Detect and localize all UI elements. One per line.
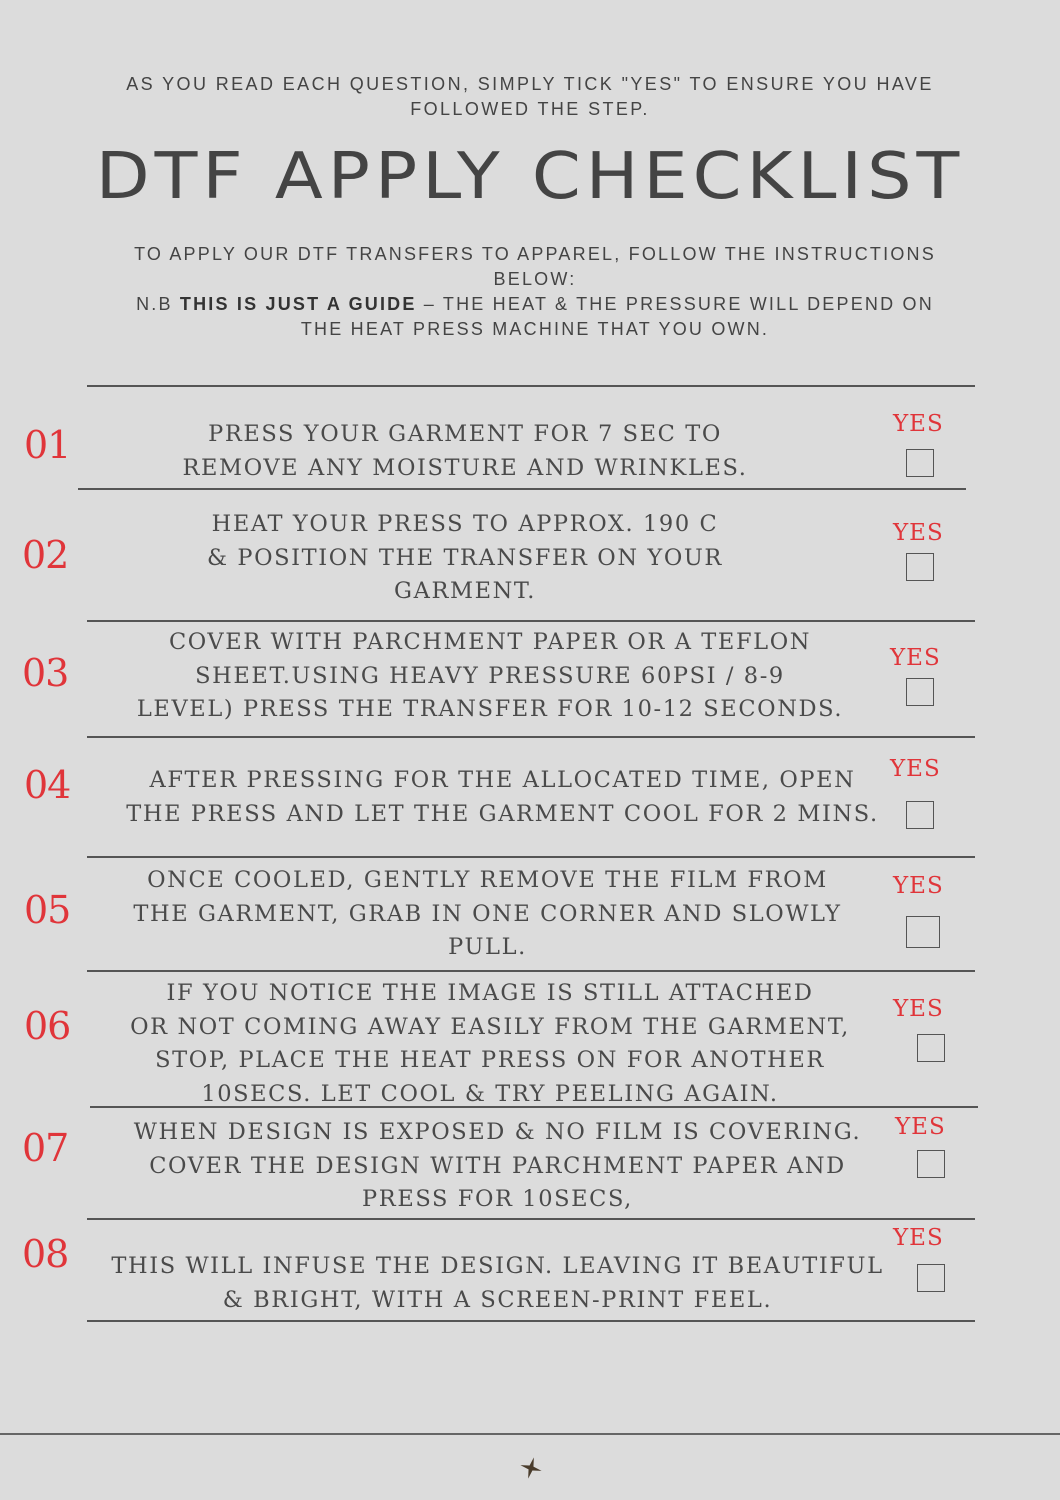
nb-rest: – THE HEAT & THE PRESSURE WILL DEPEND ON xyxy=(416,294,934,314)
instructions-line: TO APPLY OUR DTF TRANSFERS TO APPAREL, FOLLOW THE INSTRUCTIONS xyxy=(134,244,936,264)
yes-checkbox[interactable] xyxy=(906,916,940,948)
yes-checkbox[interactable] xyxy=(906,801,934,829)
step-number: 05 xyxy=(24,888,71,932)
step-text-line: HEAT YOUR PRESS TO APPROX. 190 C xyxy=(211,511,719,537)
step-text-line: GARMENT. xyxy=(394,578,536,604)
sparkle-star-icon xyxy=(518,1455,544,1481)
step-text-line: SHEET.USING HEAVY PRESSURE 60PSI / 8-9 xyxy=(195,662,785,689)
instructions-text xyxy=(85,242,985,342)
nb-note xyxy=(85,292,985,317)
step-text-line: & POSITION THE TRANSFER ON YOUR xyxy=(207,544,723,571)
yes-checkbox[interactable] xyxy=(917,1034,945,1062)
nb-bold: THIS IS JUST A GUIDE xyxy=(179,294,417,314)
step-text-line: COVER THE DESIGN WITH PARCHMENT PAPER AND xyxy=(149,1152,846,1179)
yes-label: YES xyxy=(890,645,941,671)
yes-checkbox[interactable] xyxy=(917,1150,945,1178)
intro-line: AS YOU READ EACH QUESTION, SIMPLY TICK "YES" TO ENSURE YOU HAVE xyxy=(126,74,934,94)
step-text xyxy=(95,764,910,831)
divider xyxy=(87,1320,975,1322)
step-text-line: REMOVE ANY MOISTURE AND WRINKLES. xyxy=(182,454,748,481)
step-text xyxy=(90,1250,905,1317)
yes-checkbox[interactable] xyxy=(906,449,934,477)
footer-divider xyxy=(0,1433,1060,1435)
step-text-line: & BRIGHT, WITH A SCREEN-PRINT FEEL. xyxy=(222,1286,773,1313)
nb-prefix: N.B xyxy=(136,294,180,314)
yes-label: YES xyxy=(893,1225,944,1251)
step-number: 07 xyxy=(22,1126,69,1170)
step-text-line: THE GARMENT, GRAB IN ONE CORNER AND SLOWLY xyxy=(133,900,842,927)
yes-label: YES xyxy=(893,411,944,437)
step-text-line: LEVEL) PRESS THE TRANSFER FOR 10-12 SECONDS. xyxy=(136,696,844,722)
step-text-line: ONCE COOLED, GENTLY REMOVE THE FILM FROM xyxy=(147,867,828,893)
step-text-line: OR NOT COMING AWAY EASILY FROM THE GARMENT, xyxy=(130,1013,850,1040)
intro-text xyxy=(80,72,980,122)
yes-label: YES xyxy=(893,873,944,899)
step-text xyxy=(100,1116,895,1217)
step-text xyxy=(90,626,890,727)
step-text-line: 10SECS. LET COOL & TRY PEELING AGAIN. xyxy=(201,1080,779,1107)
step-text-line: IF YOU NOTICE THE IMAGE IS STILL ATTACHED xyxy=(166,980,814,1006)
yes-label: YES xyxy=(890,756,941,782)
divider xyxy=(87,385,975,387)
yes-label: YES xyxy=(893,996,944,1022)
yes-label: YES xyxy=(893,520,944,546)
divider xyxy=(87,970,975,972)
step-number: 06 xyxy=(24,1004,71,1048)
divider xyxy=(78,488,966,490)
step-text-line: COVER WITH PARCHMENT PAPER OR A TEFLON xyxy=(168,629,812,655)
step-number: 08 xyxy=(22,1232,69,1276)
step-text-line: STOP, PLACE THE HEAT PRESS ON FOR ANOTHER xyxy=(155,1047,825,1073)
divider xyxy=(87,736,975,738)
divider xyxy=(87,856,975,858)
step-number: 04 xyxy=(24,763,71,807)
divider xyxy=(87,1218,975,1220)
step-text-line: PRESS FOR 10SECS, xyxy=(362,1186,633,1212)
step-text-line: THIS WILL INFUSE THE DESIGN. LEAVING IT BEAUTIFUL xyxy=(111,1253,884,1279)
yes-checkbox[interactable] xyxy=(906,678,934,706)
step-text-line: WHEN DESIGN IS EXPOSED & NO FILM IS COVERING. xyxy=(133,1119,862,1145)
step-number: 03 xyxy=(22,651,69,695)
step-text-line: THE PRESS AND LET THE GARMENT COOL FOR 2 MINS. xyxy=(126,800,879,827)
step-number: 01 xyxy=(24,423,71,467)
step-text xyxy=(90,977,890,1111)
step-text-line: AFTER PRESSING FOR THE ALLOCATED TIME, OPEN xyxy=(149,767,856,793)
step-text-line: PRESS YOUR GARMENT FOR 7 SEC TO xyxy=(208,421,722,447)
step-text xyxy=(95,864,880,965)
yes-checkbox[interactable] xyxy=(906,553,934,581)
yes-checkbox[interactable] xyxy=(917,1264,945,1292)
page-title: DTF APPLY CHECKLIST xyxy=(95,138,965,214)
step-text xyxy=(90,418,840,485)
instructions-line: BELOW: xyxy=(493,269,577,289)
intro-line: FOLLOWED THE STEP. xyxy=(410,99,650,119)
step-number: 02 xyxy=(22,533,69,577)
step-text xyxy=(90,508,840,609)
yes-label: YES xyxy=(895,1114,946,1140)
instructions-line: THE HEAT PRESS MACHINE THAT YOU OWN. xyxy=(300,319,770,339)
step-text-line: PULL. xyxy=(448,934,527,960)
divider xyxy=(87,620,975,622)
